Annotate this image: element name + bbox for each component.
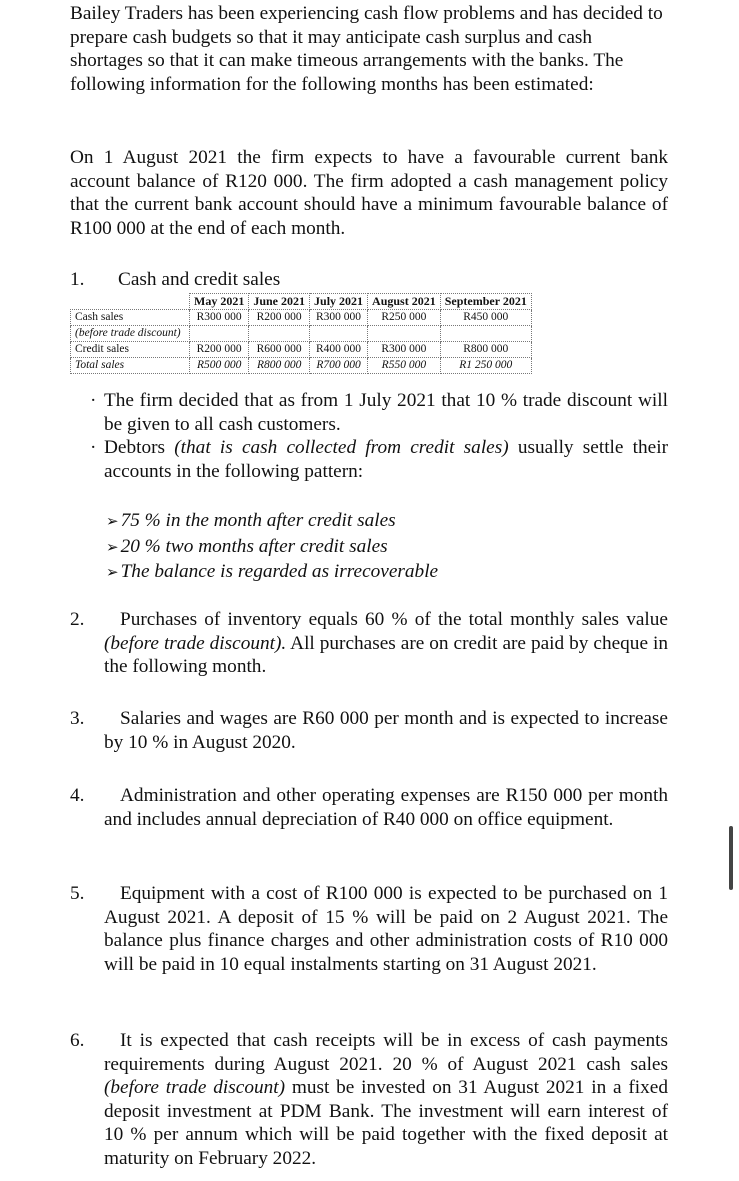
table-cell: R1 250 000 [440, 358, 531, 374]
column-header: May 2021 [190, 294, 249, 310]
table-row [71, 310, 532, 326]
scrollbar-thumb[interactable] [729, 826, 733, 890]
arrowhead-icon: ➢ [106, 514, 119, 530]
table-cell [249, 326, 310, 342]
table-cell [190, 326, 249, 342]
list-item: ➢ The balance is regarded as irrecoverable [106, 561, 439, 582]
arrowhead-icon: ➢ [106, 565, 119, 581]
list-item: ➢ 20 % two months after credit sales [106, 535, 388, 557]
section-text: It is expected that cash receipts will be in excess of cash payments requirements during August 2021. 20 % of August 2021 cash sales (before trade discount) must be invested on 31 August 2021 in a fixed deposit investment at PDM Bank. The investment will earn interest of 10 % per annum which will be paid together with the fixed deposit at maturity on February 2022. [104, 1030, 668, 1169]
section-text: Purchases of inventory equals 60 % of the total monthly sales value (before trade discount). All purchases are on credit are paid by cheque in the following month. [104, 609, 668, 677]
settlement-pattern-list [106, 509, 438, 586]
section-number: 4. [70, 785, 85, 806]
section-number: 6. [70, 1030, 85, 1051]
row-label: Total sales [71, 358, 190, 374]
table-corner [71, 294, 190, 310]
table-cell: R600 000 [249, 342, 310, 358]
table-row [71, 326, 532, 342]
section-text: Salaries and wages are R60 000 per month and is expected to increase by 10 % in August 2020. [104, 708, 668, 753]
bullet-item: · Debtors (that is cash collected from credit sales) usually settle their accounts in the following pattern: [90, 437, 669, 482]
table-cell: R400 000 [310, 342, 368, 358]
section-1-bullets [90, 389, 668, 483]
arrowhead-icon: ➢ [106, 539, 119, 556]
table-cell: R300 000 [368, 342, 441, 358]
column-header: September 2021 [440, 294, 531, 310]
sales-table [70, 293, 532, 374]
section-1-number: 1. [70, 269, 85, 290]
section-1-title: Cash and credit sales [118, 269, 281, 290]
table-cell: R200 000 [249, 310, 310, 326]
bullet-dot-icon: · [90, 437, 97, 458]
table-cell: R550 000 [368, 358, 441, 374]
bullet-item: · The firm decided that as from 1 July 2021 that 10 % trade discount will be given to all cash customers. [90, 390, 668, 435]
section-4 [70, 784, 668, 831]
table-row [71, 358, 532, 374]
intro-paragraph: Bailey Traders has been experiencing cash flow problems and has decided to prepare cash budgets so that it may anticipate cash surplus and cash shortages so that it can make timeous arrangements with the banks. The following information for the following months has been estimated: [70, 3, 663, 95]
table-cell: R200 000 [190, 342, 249, 358]
section-number: 3. [70, 708, 85, 729]
table-cell: R300 000 [310, 310, 368, 326]
table-cell: R450 000 [440, 310, 531, 326]
opening-balance-paragraph: On 1 August 2021 the firm expects to have a favourable current bank account balance of R120 000. The firm adopted a cash management policy that the current bank account should have a minimum favourable balance of R100 000 at the end of each month. [70, 147, 668, 239]
table-cell: R500 000 [190, 358, 249, 374]
section-text: Equipment with a cost of R100 000 is expected to be purchased on 1 August 2021. A deposit of 15 % will be paid on 2 August 2021. The balance plus finance charges and other administration costs of R10 000 will be paid in 10 equal instalments starting on 31 August 2021. [104, 883, 668, 975]
section-5 [70, 882, 668, 976]
section-1-heading [70, 268, 280, 291]
table-cell: R800 000 [440, 342, 531, 358]
section-6 [70, 1029, 668, 1170]
table-cell: R800 000 [249, 358, 310, 374]
table-cell: R250 000 [368, 310, 441, 326]
table-cell [368, 326, 441, 342]
bullet-dot-icon: · [90, 390, 97, 411]
table-row [71, 342, 532, 358]
section-2 [70, 608, 668, 679]
table-cell [310, 326, 368, 342]
section-3 [70, 707, 668, 754]
column-header: July 2021 [310, 294, 368, 310]
list-item: ➢ 75 % in the month after credit sales [106, 510, 396, 531]
section-text: Administration and other operating expenses are R150 000 per month and includes annual depreciation of R40 000 on office equipment. [104, 785, 668, 830]
table-header-row [71, 294, 532, 310]
table-cell [440, 326, 531, 342]
column-header: June 2021 [249, 294, 310, 310]
column-header: August 2021 [368, 294, 441, 310]
row-label: Credit sales [71, 342, 190, 358]
row-label: (before trade discount) [71, 326, 190, 342]
row-label: Cash sales [71, 310, 190, 326]
section-number: 5. [70, 883, 85, 904]
section-number: 2. [70, 609, 85, 630]
table-cell: R300 000 [190, 310, 249, 326]
table-cell: R700 000 [310, 358, 368, 374]
